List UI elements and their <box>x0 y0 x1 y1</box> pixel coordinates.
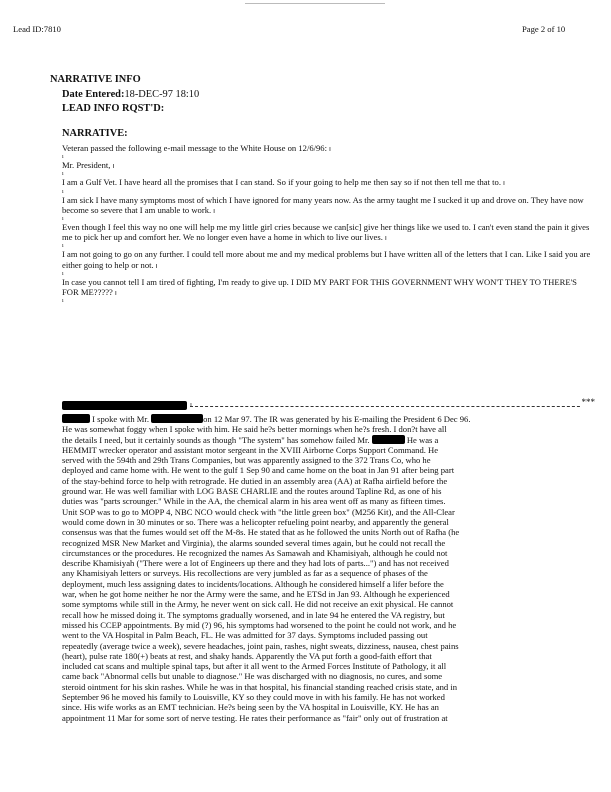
report-line: Unit SOP was to go to MOPP 4, NBC NCO would check with "the little green box" (M256 Kit), and the All-Clear <box>62 506 455 517</box>
date-entered-label: Date Entered: <box>62 89 125 100</box>
report-line: duties was "parts scrounger." While in the AA, the chemical alarm in his area went off as many as fifteen times. <box>62 496 446 507</box>
line-break-marker: ı <box>62 188 64 195</box>
line-break-marker: ı <box>62 270 64 277</box>
report-line: ground war. He was well familiar with LOG BASE CHARLIE and the routes around Tapline Rd, as one of his <box>62 486 442 497</box>
section-title: NARRATIVE INFO <box>50 74 141 85</box>
report-line: the details I need, but it certainly sounds as though "The system" has somehow failed Mr. He was a <box>62 434 439 445</box>
redacted-separator <box>62 397 595 411</box>
report-line: appointment 11 Mar for some sort of nerve testing. He rates their performance as "fair" only out of frustration at <box>62 712 448 723</box>
dashed-divider <box>190 406 595 407</box>
report-line: served with the 594th and 29th Trans Companies, but was apparently assigned to the 372 Trans Co, who he <box>62 455 431 466</box>
report-line: any Khamisiyah letters or surveys. His recollections are very jumbled as far as a sequence of phases of the <box>62 568 428 579</box>
report-line: missed his CCEP appointments. By mid (?) 96, his symptoms had worsened to the point he could not work, and he <box>62 619 457 630</box>
report-line: repeatedly (average twice a week), severe headaches, joint pain, rashes, night sweats, dizziness, nausea, chest pains <box>62 640 459 651</box>
email-paragraph: In case you cannot tell I am tired of fighting, I'm ready to give up. I DID MY PART FOR THIS GOVERNMENT WHY WON'T THEY TO THERE'S FOR ME????? ı <box>62 276 577 298</box>
report-line: recognized MSR New Market and Virginia), the alarms sounded several times again, but he could not recall the <box>62 537 446 548</box>
report-line: went to the VA Hospital in Palm Beach, FL. He was admitted for 37 days. Symptoms included passing out <box>62 630 428 641</box>
report-line: September 96 he moved his family to Louisville, KY so they could move in with his family. He has not worked <box>62 692 445 703</box>
line-break-marker: ı <box>62 171 64 178</box>
redaction-bar <box>62 401 187 410</box>
report-line: war, when he got home neither he nor the Army were the same, and he ETSd in Jan 93. Although he experienced <box>62 589 450 600</box>
email-paragraph: I am a Gulf Vet. I have heard all the promises that I can stand. So if your going to help me then say so if not then tell me that to. ı <box>62 177 505 188</box>
report-line: He was somewhat foggy when I spoke with him. He said he?s better mornings when he?s fresh. I don?t have all <box>62 424 447 435</box>
report-line: deployment, much less assigning dates to incidents/locations. Although he considered himself a lifer before the <box>62 578 444 589</box>
report-line: circumstances or the procedures. He recognized the names As Samawah and Khamisiyah, although he could not <box>62 547 448 558</box>
report-line: I spoke with Mr. on 12 Mar 97. The IR was generated by his E-mailing the President 6 Dec 96. <box>62 414 597 424</box>
divider-stars: *** <box>581 397 595 407</box>
report-line: would come down in 30 minutes or so. There was a helicopter refueling point nearby, and apparently the general <box>62 516 449 527</box>
date-entered-value: 18-DEC-97 18:10 <box>124 89 200 100</box>
report-line: describe Khamisiyah ("There were a lot of Engineers up there and they had lots of parts...") and has not received <box>62 558 449 569</box>
email-intro: Veteran passed the following e-mail message to the White House on 12/6/96: ı <box>62 143 331 153</box>
email-paragraph: I am sick I have many symptoms most of which I have ignored for many years now. As the army taught me I sucked it up and drove on. They have now become so severe that I am unable to work. ı <box>62 194 584 215</box>
report-line: recall how he missed doing it. The symptoms gradually worsened, and in late 94 he entered the VA registry, but <box>62 609 445 620</box>
report-line: (heart), pulse rate 180(+) beats at rest, and shaky hands. Apparently the VA put forth a good-faith effort that <box>62 650 432 661</box>
narrative-title: NARRATIVE: <box>62 128 128 139</box>
email-salutation: Mr. President, ı <box>62 160 115 171</box>
report-line: consensus was that the fumes would set off the M-8s. He stated that as he followed the units North out of Rafha (he <box>62 527 460 538</box>
date-entered <box>62 89 199 100</box>
report-line: some symptoms while still in the Army, he never went on sick call. He did not receive an exit physical. He cannot <box>62 599 454 610</box>
line-break-marker: ı <box>190 401 192 409</box>
report-line: HEMMIT wrecker operator and assistant motor sergeant in the XVIII Airborne Corps Support Command. He <box>62 444 439 455</box>
report-line: steroid ointment for his skin rashes. While he was in that hospital, his financial standing reached crisis state, and in <box>62 681 458 692</box>
report-line: of the stay-behind force to help with retrograde. He dutied in an assembly area (AA) at Rafha airfield before the <box>62 475 448 486</box>
redaction-bar <box>62 414 90 423</box>
redaction-bar <box>151 414 203 423</box>
report-line: since. His wife works as an EMT technician. He?s being seen by the VA hospital in Louisville, KY. He has an <box>62 702 439 713</box>
page-number: Page 2 of 10 <box>522 24 566 34</box>
investigator-report <box>62 414 597 723</box>
line-break-marker: ı <box>62 216 64 223</box>
line-break-marker: ı <box>62 298 64 305</box>
line-break-marker: ı <box>62 243 64 250</box>
lead-id: Lead ID:7810 <box>13 24 61 34</box>
lead-info-label: LEAD INFO RQST'D: <box>62 103 165 114</box>
email-message <box>62 143 592 304</box>
email-paragraph: Even though I feel this way no one will help me my little girl cries because we can[sic] give her things like we used to. I can't even stand the pain it gives me to pick her up and comfort her. We no longer even have a home in which to live our lives. ı <box>62 222 590 243</box>
email-paragraph: I am not going to go on any further. I could tell more about me and my medical problems but I have written all of the letters that I can. Like I said you are either going to help or not. ı <box>62 249 591 270</box>
report-line: came back "Abnormal cells but unable to diagnose." He was discharged with no diagnosis, no cures, and some <box>62 671 443 682</box>
report-line: included cat scans and multiple spinal taps, but after it all went to the Armed Forces Institute of Pathology, it all <box>62 661 447 672</box>
redaction-bar <box>372 435 405 444</box>
top-rule <box>245 3 385 4</box>
report-line: deployed and came home with. He went to the gulf 1 Sep 90 and came home on the boat in Jan 91 after being part <box>62 465 455 476</box>
line-break-marker: ı <box>62 154 64 161</box>
